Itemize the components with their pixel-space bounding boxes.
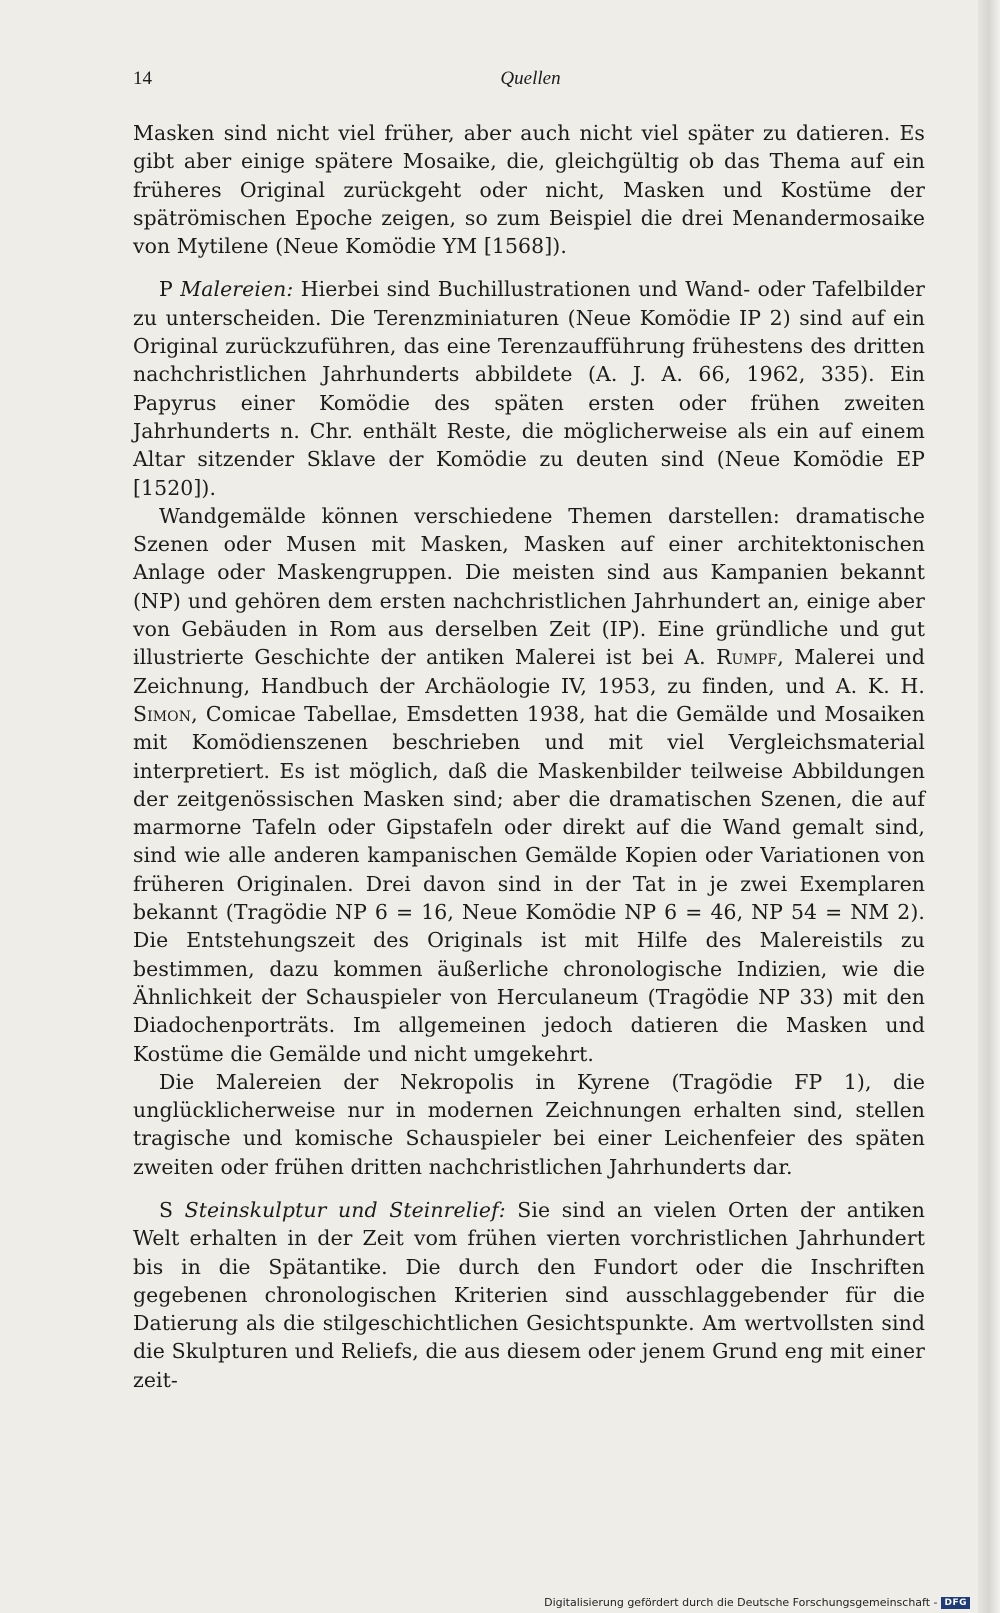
author-name: Simon: [133, 701, 192, 726]
paragraph-malereien: [133, 275, 925, 501]
section-letter: S: [159, 1197, 185, 1222]
section-keyword: Steinskulptur und Steinrelief:: [184, 1197, 506, 1222]
page-number: 14: [133, 68, 152, 89]
paragraph-text: , Malerei und Zeichnung, Handbuch der Archäologie IV, 1953, zu finden, und A. K. H.: [133, 645, 925, 698]
paragraph-text: Die Malereien der Nekropolis in Kyrene (Tragödie FP 1), die unglücklicherweise nur in modernen Zeichnungen erhalten sind, stellen tragische und komische Schauspieler bei einer Leichenfeier des späten zweiten oder frühen dritten nachchristlichen Jahrhunderts dar.: [133, 1069, 925, 1179]
author-name: Rumpf: [716, 645, 778, 670]
running-head: Quellen: [500, 68, 561, 89]
digitization-credit: [544, 1596, 970, 1609]
paragraph-text: Masken sind nicht viel früher, aber auch nicht viel später zu datieren. Es gibt aber einige spätere Mosaike, die, gleichgültig ob das Thema auf ein früheres Original zurückgeht oder nicht, Masken und Kostüme der spätrömischen Epoche zeigen, so zum Beispiel die drei Menandermosaike von Mytilene (Neue Komödie YM [1568]).: [133, 121, 925, 259]
paragraph-masken: [133, 119, 925, 260]
paragraph-kyrene: [133, 1068, 925, 1181]
paragraph-text: Sie sind an vielen Orten der antiken Welt erhalten in der Zeit vom frühen vierten vorchristlichen Jahrhundert bis in die Spätantike. Die durch den Fundort oder die Inschriften gegebenen chronologischen Kriterien sind ausschlaggebender für die Datierung als die stilgeschichtlichen Gesichtspunkte. Am wertvollsten sind die Skulpturen und Reliefs, die aus diesem oder jenem Grund eng mit einer zeit-: [133, 1197, 926, 1392]
page-header: [133, 68, 928, 98]
section-letter: P: [159, 277, 181, 302]
body-text: [133, 119, 925, 1394]
credit-text: Digitalisierung gefördert durch die Deutsche Forschungsgemeinschaft -: [544, 1596, 938, 1609]
paragraph-text: Hierbei sind Buchillustrationen und Wand- oder Tafelbilder zu unterscheiden. Die Terenzminiaturen (Neue Komödie IP 2) sind auf ein Original zurückzuführen, das eine Terenzaufführung frühestens des dritten nachchristlichen Jahrhunderts abbildete (A. J. A. 66, 1962, 335). Ein Papyrus einer Komödie des späten ersten oder frühen zweiten Jahrhunderts n. Chr. enthält Reste, die möglicherweise als ein auf einem Altar sitzender Sklave der Komödie zu deuten sind (Neue Komödie EP [1520]).: [133, 277, 925, 500]
paragraph-steinskulptur: [133, 1196, 925, 1394]
dfg-logo: DFG: [941, 1597, 970, 1609]
paragraph-text: Wandgemälde können verschiedene Themen darstellen: dramatische Szenen oder Musen mit Masken, Masken auf einer architektonischen Anlage oder Maskengruppen. Die meisten sind aus Kampanien bekannt (NP) und gehören dem ersten nachchristlichen Jahrhundert an, einige aber von Gebäuden in Rom aus derselben Zeit (IP). Eine gründliche und gut illustrierte Geschichte der antiken Malerei ist bei A.: [133, 503, 925, 670]
section-keyword: Malereien:: [180, 277, 294, 302]
paragraph-text: , Comicae Tabellae, Emsdetten 1938, hat die Gemälde und Mosaiken mit Komödienszenen beschrieben und mit viel Vergleichsmaterial interpretiert. Es ist möglich, daß die Maskenbilder teilweise Abbildungen der zeitgenössischen Masken sind; aber die dramatischen Szenen, die auf marmorne Tafeln oder Gipstafeln oder direkt auf die Wand gemalt sind, sind wie alle anderen kampanischen Gemälde Kopien oder Variationen von früheren Originalen. Drei davon sind in der Tat in je zwei Exemplaren bekannt (Tragödie NP 6 = 16, Neue Komödie NP 6 = 46, NP 54 = NM 2). Die Entstehungszeit des Originals ist mit Hilfe des Malereistils zu bestimmen, dazu kommen äußerliche chronologische Indizien, wie die Ähnlichkeit der Schauspieler von Herculaneum (Tragödie NP 33) mit den Diadochenporträts. Im allgemeinen jedoch datieren die Masken und Kostüme die Gemälde und nicht umgekehrt.: [133, 701, 925, 1066]
paragraph-wandgemaelde: [133, 502, 925, 1068]
